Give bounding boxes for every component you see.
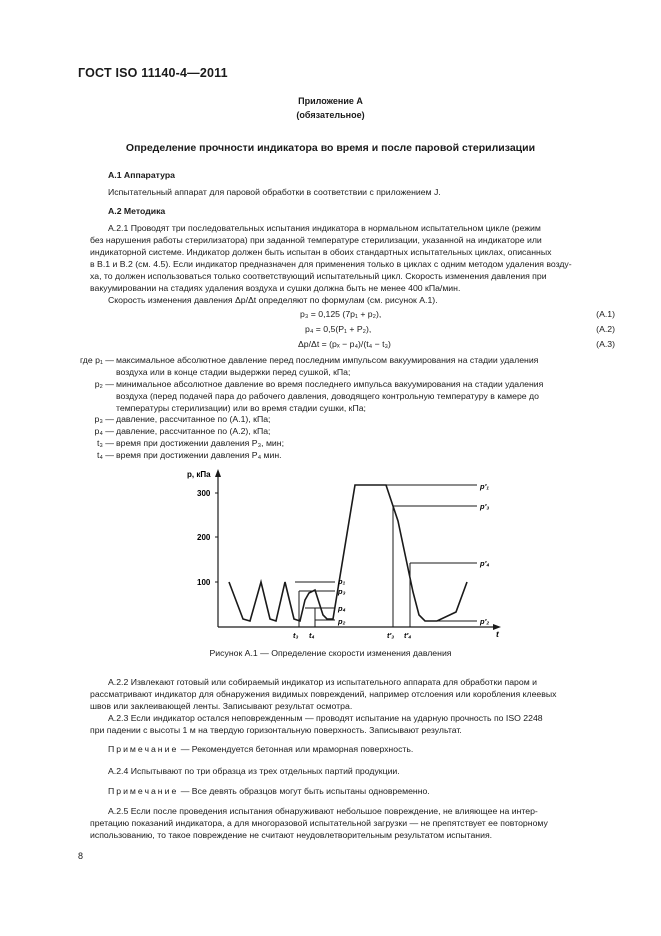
label-p2-prime: p′₂ xyxy=(480,617,490,626)
note-label: Примечание xyxy=(108,744,179,754)
y-axis-arrow xyxy=(215,469,221,477)
label-p1-prime: p′₁ xyxy=(480,482,490,491)
y-tick-label: 100 xyxy=(197,578,211,587)
definition-symbol: где p₁ — xyxy=(80,355,114,365)
label-p2: p₂ xyxy=(338,617,346,626)
note-2 xyxy=(108,786,430,796)
label-p4-prime: p′₄ xyxy=(480,559,490,568)
text-line: без нарушения работы стерилизатора) при заданной температуре стерилизации, указанной на индикаторе или xyxy=(90,235,542,245)
text-line: А.2.3 Если индикатор остался неповрежденным — проводят испытание на ударную прочность по ISO 2248 xyxy=(108,713,543,723)
y-tick-label: 200 xyxy=(197,533,211,542)
section-heading-a2: А.2 Методика xyxy=(108,206,166,216)
label-p4: p₄ xyxy=(338,604,346,613)
text-line: рассматривают индикатор для обнаружения видимых повреждений, например отслоения или коробления клеевых xyxy=(90,689,557,699)
y-axis-label: p, кПа xyxy=(187,470,211,479)
definition-symbol: p₃ — xyxy=(94,414,114,424)
text-line: индикаторной системе. Индикатор должен быть испытан в обоих стандартных испытательных циклах, описанных xyxy=(90,247,552,257)
label-p3-prime: p′₃ xyxy=(480,502,490,511)
paragraph-a24: А.2.4 Испытывают по три образца из трех отдельных партий продукции. xyxy=(108,766,400,776)
label-p3: p₃ xyxy=(338,587,346,596)
equation-number: (А.2) xyxy=(596,324,615,334)
definition-line: давление, рассчитанное по (А.2), кПа; xyxy=(116,426,271,436)
section-heading-a1: А.1 Аппаратура xyxy=(108,170,175,180)
text-line: швов или заклеивающей ленты. Записывают результат осмотра. xyxy=(90,701,353,711)
equation-formula: p₄ = 0,5(P₁ + P₂), xyxy=(305,324,372,334)
label-t4-prime: t′₄ xyxy=(404,631,412,640)
text-line: А.2.5 Если после проведения испытания обнаруживают небольшое повреждение, не влияющее на интер- xyxy=(108,806,538,816)
definition-symbol: p₄ — xyxy=(94,426,114,436)
text-line: в В.1 и В.2 (см. 4.5). Если индикатор предназначен для применения только в циклах с одним методом удаления возду- xyxy=(90,259,572,269)
definition-line: температуры стерилизации) или во время стадии сушки, кПа; xyxy=(116,402,366,413)
equation-formula: p₃ = 0,125 (7p₁ + p₂), xyxy=(300,309,382,319)
section-a1-text: Испытательный аппарат для паровой обработки в соответствии с приложением J. xyxy=(108,187,441,197)
label-p1: p₁ xyxy=(338,577,346,586)
document-header: ГОСТ ISO 11140-4—2011 xyxy=(78,66,228,80)
x-axis-label: t xyxy=(496,629,499,639)
label-t4: t₄ xyxy=(309,631,315,640)
equation-number: (А.1) xyxy=(596,309,615,319)
definition-line: максимальное абсолютное давление перед последним импульсом вакуумирования на стадии удаления xyxy=(116,355,539,365)
text-line: вакуумировании на стадиях удаления воздуха и сушки должна быть не менее 400 кПа/мин. xyxy=(90,283,461,293)
equation-number: (А.3) xyxy=(596,339,615,349)
figure-caption: Рисунок А.1 — Определение скорости изменения давления xyxy=(209,648,452,658)
text-line: при падении с высоты 1 м на твердую горизонтальную поверхность. Записывают результат. xyxy=(90,725,462,735)
equation-formula: Δp/Δt = (pₓ − p₄)/(t₄ − t₃) xyxy=(298,339,391,349)
label-t3-prime: t′₃ xyxy=(387,631,395,640)
definition-line: воздуха (перед подачей пара до рабочего давления, доводящего контрольную температуру в камере до xyxy=(116,390,539,401)
definition-line: минимальное абсолютное давление во время последнего импульса вакуумирования на стадии удаления xyxy=(116,379,544,389)
text-line: ха, то должен использоваться только соответствующий испытательный цикл. Скорость изменения давления при xyxy=(90,271,547,281)
annex-title: Определение прочности индикатора во время и после паровой стерилизации xyxy=(125,142,536,154)
y-tick-label: 300 xyxy=(197,489,211,498)
note-text: — Рекомендуется бетонная или мраморная поверхность. xyxy=(178,744,414,754)
figure-pressure-diagram xyxy=(175,465,515,645)
page-number: 8 xyxy=(78,851,84,861)
definition-line: время при достижении давления P₄ мин. xyxy=(116,450,282,460)
text-line: использованию, то такое повреждение не считают неудовлетворительным результатом испытания. xyxy=(90,830,493,840)
definition-symbol: p₂ — xyxy=(94,379,114,389)
note-label: Примечание xyxy=(108,786,179,796)
definition-line: воздуха или в конце стадии выдержки перед сушкой, кПа; xyxy=(116,366,351,377)
definition-line: время при достижении давления P₃, мин; xyxy=(116,438,284,448)
text-line: А.2.1 Проводят три последовательных испытания индикатора в нормальном испытательном цикле (режим xyxy=(108,223,541,233)
definition-symbol: t₃ — xyxy=(96,438,114,448)
label-t3: t₃ xyxy=(293,631,299,640)
definition-symbol: t₄ — xyxy=(96,450,114,460)
note-1 xyxy=(108,744,413,754)
note-text: — Все девять образцов могут быть испытаны одновременно. xyxy=(178,786,430,796)
pressure-curve xyxy=(229,485,467,621)
text-line: претацию показаний индикатора, а для многоразовой испытательной загрузки — не препятствует ее повторному xyxy=(90,818,548,828)
annex-name: Приложение А xyxy=(298,96,363,106)
text-line: А.2.2 Извлекают готовый или собираемый индикатор из испытательного аппарата для обработки паром и xyxy=(108,677,537,687)
text-line: Скорость изменения давления Δp/Δt определяют по формулам (см. рисунок А.1). xyxy=(108,295,438,305)
annex-status: (обязательное) xyxy=(296,110,365,120)
definition-line: давление, рассчитанное по (А.1), кПа; xyxy=(116,414,271,424)
